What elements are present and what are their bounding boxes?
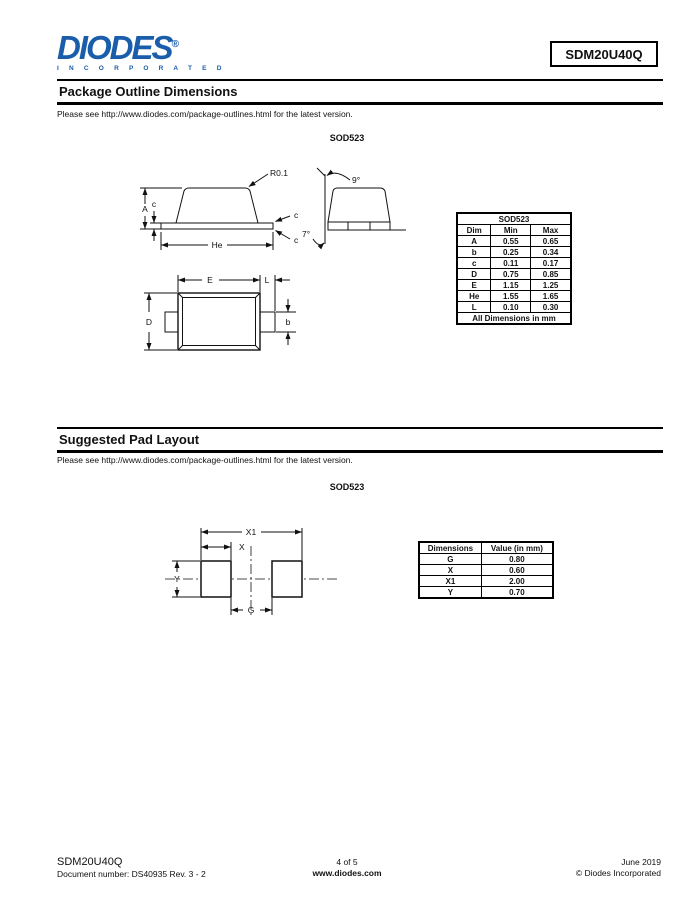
table-row xyxy=(419,554,553,565)
package-top-view-drawing xyxy=(140,272,305,362)
end-view-lead-strip xyxy=(328,222,390,230)
cell-dim: A xyxy=(457,236,491,247)
package-outline-drawing xyxy=(138,160,443,268)
col-header-dim: Dim xyxy=(457,225,491,236)
table-footnote: All Dimensions in mm xyxy=(457,313,571,325)
col-header-value: Value (in mm) xyxy=(481,542,553,554)
section-title-pad-layout xyxy=(57,427,663,453)
cell-value: 0.70 xyxy=(481,587,553,599)
cell-dim: X xyxy=(419,565,481,576)
top-view-lead-right xyxy=(260,312,275,332)
table-row xyxy=(419,587,553,599)
table-row xyxy=(457,280,571,291)
col-header-dimensions: Dimensions xyxy=(419,542,481,554)
cell-max: 1.25 xyxy=(531,280,571,291)
cell-value: 0.80 xyxy=(481,554,553,565)
cell-min: 0.75 xyxy=(491,269,531,280)
cell-dim: Y xyxy=(419,587,481,599)
table-row xyxy=(457,247,571,258)
part-number-box xyxy=(550,41,658,67)
brand-wordmark xyxy=(57,28,227,64)
cell-dim: L xyxy=(457,302,491,313)
angle-label-top: 9° xyxy=(352,175,361,185)
registered-mark: ® xyxy=(171,39,179,50)
cell-min: 1.15 xyxy=(491,280,531,291)
table-row xyxy=(457,291,571,302)
cell-dim: He xyxy=(457,291,491,302)
cell-max: 0.65 xyxy=(531,236,571,247)
cell-value: 0.60 xyxy=(481,565,553,576)
cell-max: 0.17 xyxy=(531,258,571,269)
col-header-min: Min xyxy=(491,225,531,236)
cell-dim: G xyxy=(419,554,481,565)
cell-dim: E xyxy=(457,280,491,291)
footer-website: www.diodes.com xyxy=(312,868,382,878)
section-title-text: Suggested Pad Layout xyxy=(59,432,200,447)
cell-max: 0.34 xyxy=(531,247,571,258)
incorporated-text: I N C O R P O R A T E D xyxy=(57,65,226,72)
brand-name: DIODES xyxy=(57,29,172,66)
cell-dim: b xyxy=(457,247,491,258)
top-view-body-outer xyxy=(178,293,260,350)
dim-label-c-top: c xyxy=(294,210,299,220)
dim-label-x: X xyxy=(239,542,245,552)
footer-copyright: © Diodes Incorporated xyxy=(575,868,661,878)
table-row xyxy=(457,302,571,313)
table-row xyxy=(419,565,553,576)
table-title: SOD523 xyxy=(457,213,571,225)
cell-dim: c xyxy=(457,258,491,269)
cell-min: 0.25 xyxy=(491,247,531,258)
footer-document-number: Document number: DS40935 Rev. 3 - 2 xyxy=(57,869,206,879)
cell-min: 0.10 xyxy=(491,302,531,313)
dim-label-g: G xyxy=(247,605,255,615)
dim-label-d: D xyxy=(145,317,153,327)
footer-part-number: SDM20U40Q xyxy=(57,856,123,868)
cell-max: 1.65 xyxy=(531,291,571,302)
top-view-lead-left xyxy=(165,312,178,332)
cell-min: 0.55 xyxy=(491,236,531,247)
footer-right xyxy=(576,857,661,879)
section-title-package-outline xyxy=(57,79,663,105)
pad-layout-note: Please see http://www.diodes.com/package-outlines.html for the latest version. xyxy=(57,455,353,465)
col-header-max: Max xyxy=(531,225,571,236)
footer-page-number: 4 of 5 xyxy=(336,857,358,867)
dim-label-c: c xyxy=(151,199,157,209)
cell-value: 2.00 xyxy=(481,576,553,587)
cell-max: 0.30 xyxy=(531,302,571,313)
package-dimensions-table xyxy=(456,212,572,325)
cell-dim: D xyxy=(457,269,491,280)
radius-callout-label: R0.1 xyxy=(270,168,288,178)
table-row xyxy=(419,576,553,587)
cell-min: 0.11 xyxy=(491,258,531,269)
section-title-text: Package Outline Dimensions xyxy=(59,84,238,99)
table-row xyxy=(457,258,571,269)
cell-dim: X1 xyxy=(419,576,481,587)
table-row xyxy=(457,236,571,247)
package-name-label: SOD523 xyxy=(329,133,365,143)
side-view-lead-plate xyxy=(161,223,273,229)
dim-label-y: Y xyxy=(174,574,180,584)
angle-label-bottom: 7° xyxy=(302,229,311,239)
dim-label-l: L xyxy=(264,275,270,285)
dim-label-x1: X1 xyxy=(245,527,257,537)
table-row xyxy=(457,269,571,280)
pad-left xyxy=(201,561,231,597)
cell-min: 1.55 xyxy=(491,291,531,302)
package-outline-note: Please see http://www.diodes.com/package-outlines.html for the latest version. xyxy=(57,109,353,119)
dim-label-b: b xyxy=(285,317,291,327)
diodes-logo xyxy=(57,28,227,72)
pad-right xyxy=(272,561,302,597)
cell-max: 0.85 xyxy=(531,269,571,280)
pad-layout-drawing xyxy=(160,516,345,621)
end-view-body xyxy=(328,188,390,222)
side-view-body xyxy=(176,188,258,223)
pad-layout-table xyxy=(418,541,554,599)
part-number: SDM20U40Q xyxy=(565,46,643,62)
dim-label-c-bottom: c xyxy=(294,235,299,245)
package-name-label: SOD523 xyxy=(329,482,365,492)
dim-label-a: A xyxy=(142,204,148,214)
dim-label-e: E xyxy=(207,275,213,285)
footer-date: June 2019 xyxy=(621,857,661,867)
dim-label-he: He xyxy=(211,240,223,250)
